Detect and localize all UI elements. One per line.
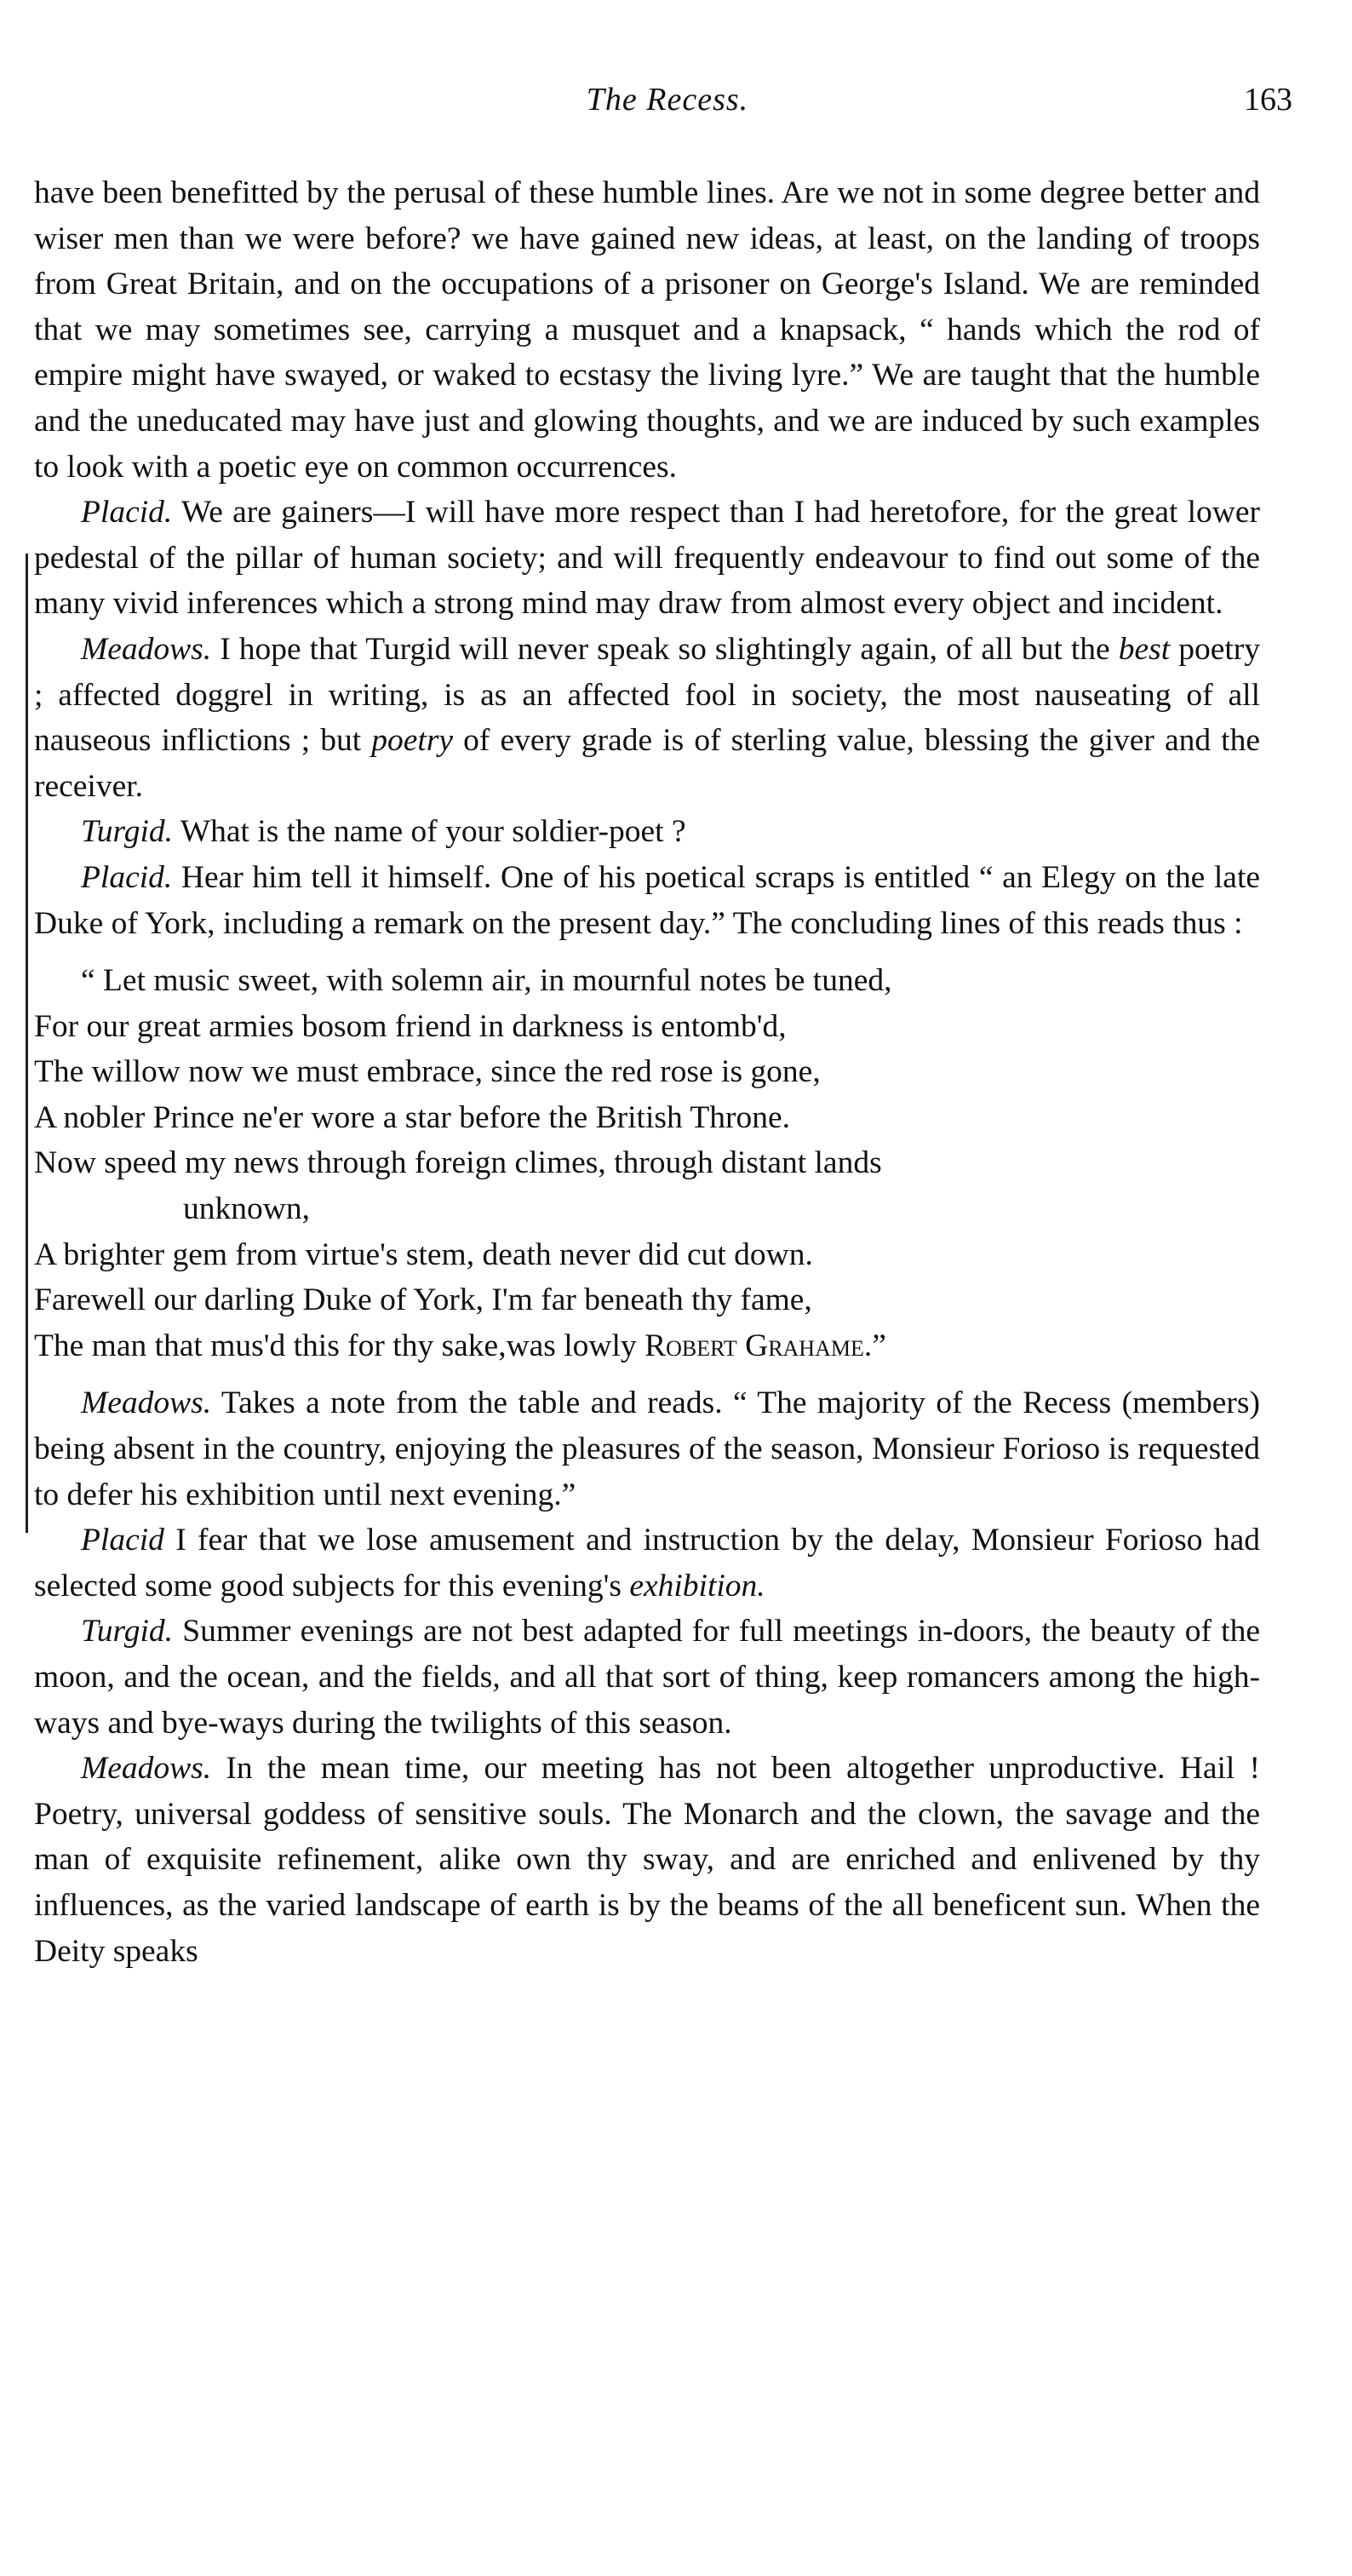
- verse-line: Now speed my news through foreign climes, through distant lands: [34, 1145, 882, 1181]
- speaker-name: Turgid.: [81, 1614, 174, 1649]
- speaker-name: Placid: [81, 1523, 164, 1558]
- verse-text: The man that mus'd this for thy sake,was lowly: [34, 1328, 637, 1363]
- paragraph-text: Hear him tell it himself. One of his poetical scraps is entitled “ an Elegy on the late Duke of York, including a remark on the present day.” The concluding lines of this reads thus :: [34, 859, 1261, 941]
- poet-name: Robert Grahame: [644, 1328, 864, 1363]
- paragraph-text: What is the name of your soldier-poet ?: [180, 814, 686, 850]
- paragraph-placid: [34, 855, 1260, 946]
- margin-rule: [26, 554, 28, 1533]
- running-head: [34, 81, 1301, 132]
- speaker-name: Meadows.: [81, 1751, 212, 1787]
- paragraph-meadows: [34, 1746, 1260, 1974]
- paragraph-text: I fear that we lose amusement and instruction by the delay, Monsieur Forioso had selected some good subjects for this evening's: [34, 1523, 1261, 1604]
- body-text: [34, 170, 1260, 1974]
- verse-line-signature: [34, 1323, 1260, 1369]
- paragraph-text: I hope that Turgid will never speak so slightingly again, of all but the: [220, 631, 1110, 667]
- paragraph-text: of every grade is of sterling value, blessing the giver and the receiver.: [34, 723, 1260, 804]
- verse-line: For our great armies bosom friend in darkness is entomb'd,: [34, 1008, 787, 1044]
- paragraph-text: Takes a note from the table and reads. “ The majority of the Recess (members) being absent in the country, enjoying the pleasures of the season, Monsieur Forioso is requested to defer his exhibition until next evening.”: [34, 1386, 1261, 1512]
- paragraph-text: poetry ; affected doggrel in writing, is as an affected fool in society, the most nauseating of all nauseous inflictions ; but: [34, 631, 1261, 759]
- emphasis-text: best: [1118, 631, 1171, 667]
- running-title: The Recess.: [586, 82, 749, 118]
- paragraph-meadows: [34, 1380, 1260, 1517]
- page-number: 163: [1244, 82, 1292, 118]
- verse-line-continuation: unknown,: [183, 1191, 310, 1227]
- verse-text: .”: [863, 1328, 886, 1363]
- paragraph-placid: [34, 490, 1260, 627]
- speaker-name: Meadows.: [81, 1386, 212, 1421]
- paragraph-continuation: [34, 170, 1260, 490]
- paragraph-turgid: [34, 809, 1260, 855]
- paragraph-turgid: [34, 1609, 1260, 1746]
- paragraph-text: In the mean time, our meeting has not been altogether unproductive. Hail ! Poetry, universal goddess of sensitive souls. The Monarch and the clown, the savage and the man of exquisite refinement, alike own thy sway, and are enriched and enlivened by thy influences, as the varied landscape of earth is by the beams of the all beneficent sun. When the Deity speaks: [34, 1751, 1261, 1969]
- verse-line: Farewell our darling Duke of York, I'm far beneath thy fame,: [34, 1282, 812, 1318]
- paragraph-placid: [34, 1517, 1260, 1609]
- speaker-name: Turgid.: [81, 814, 174, 850]
- speaker-name: Meadows.: [81, 631, 212, 667]
- paragraph-text: Summer evenings are not best adapted for full meetings in-doors, the beauty of the moon, and the ocean, and the fields, and all that sort of thing, keep romancers among the high-ways and bye-ways during the twilights of this season.: [34, 1614, 1260, 1741]
- elegy-verse: [34, 958, 1260, 1368]
- speaker-name: Placid.: [81, 495, 173, 531]
- verse-line: A brighter gem from virtue's stem, death never did cut down.: [34, 1236, 813, 1272]
- verse-line: A nobler Prince ne'er wore a star before the British Throne.: [34, 1099, 791, 1135]
- paragraph-text: We are gainers—I will have more respect than I had heretofore, for the great lower pedestal of the pillar of human society; and will frequently endeavour to find out some of the many vivid inferences which a strong mind may draw from almost every object and incident.: [34, 495, 1260, 622]
- paragraph-meadows: [34, 627, 1260, 809]
- speaker-name: Placid.: [81, 859, 173, 895]
- verse-line: The willow now we must embrace, since the red rose is gone,: [34, 1054, 821, 1090]
- verse-line: “ Let music sweet, with solemn air, in mournful notes be tuned,: [81, 963, 892, 999]
- emphasis-text: poetry: [371, 723, 454, 759]
- emphasis-text: exhibition.: [629, 1568, 765, 1604]
- paragraph-text: have been benefitted by the perusal of these humble lines. Are we not in some degree better and wiser men than we were before? we have gained new ideas, at least, on the landing of troops from Great Britain, and on the occupations of a prisoner on George's Island. We are reminded that we may sometimes see, carrying a musquet and a knapsack, “ hands which the rod of empire might have swayed, or waked to ecstasy the living lyre.” We are taught that the humble and the uneducated may have just and glowing thoughts, and we are induced by such examples to look with a poetic eye on common occurrences.: [34, 175, 1260, 485]
